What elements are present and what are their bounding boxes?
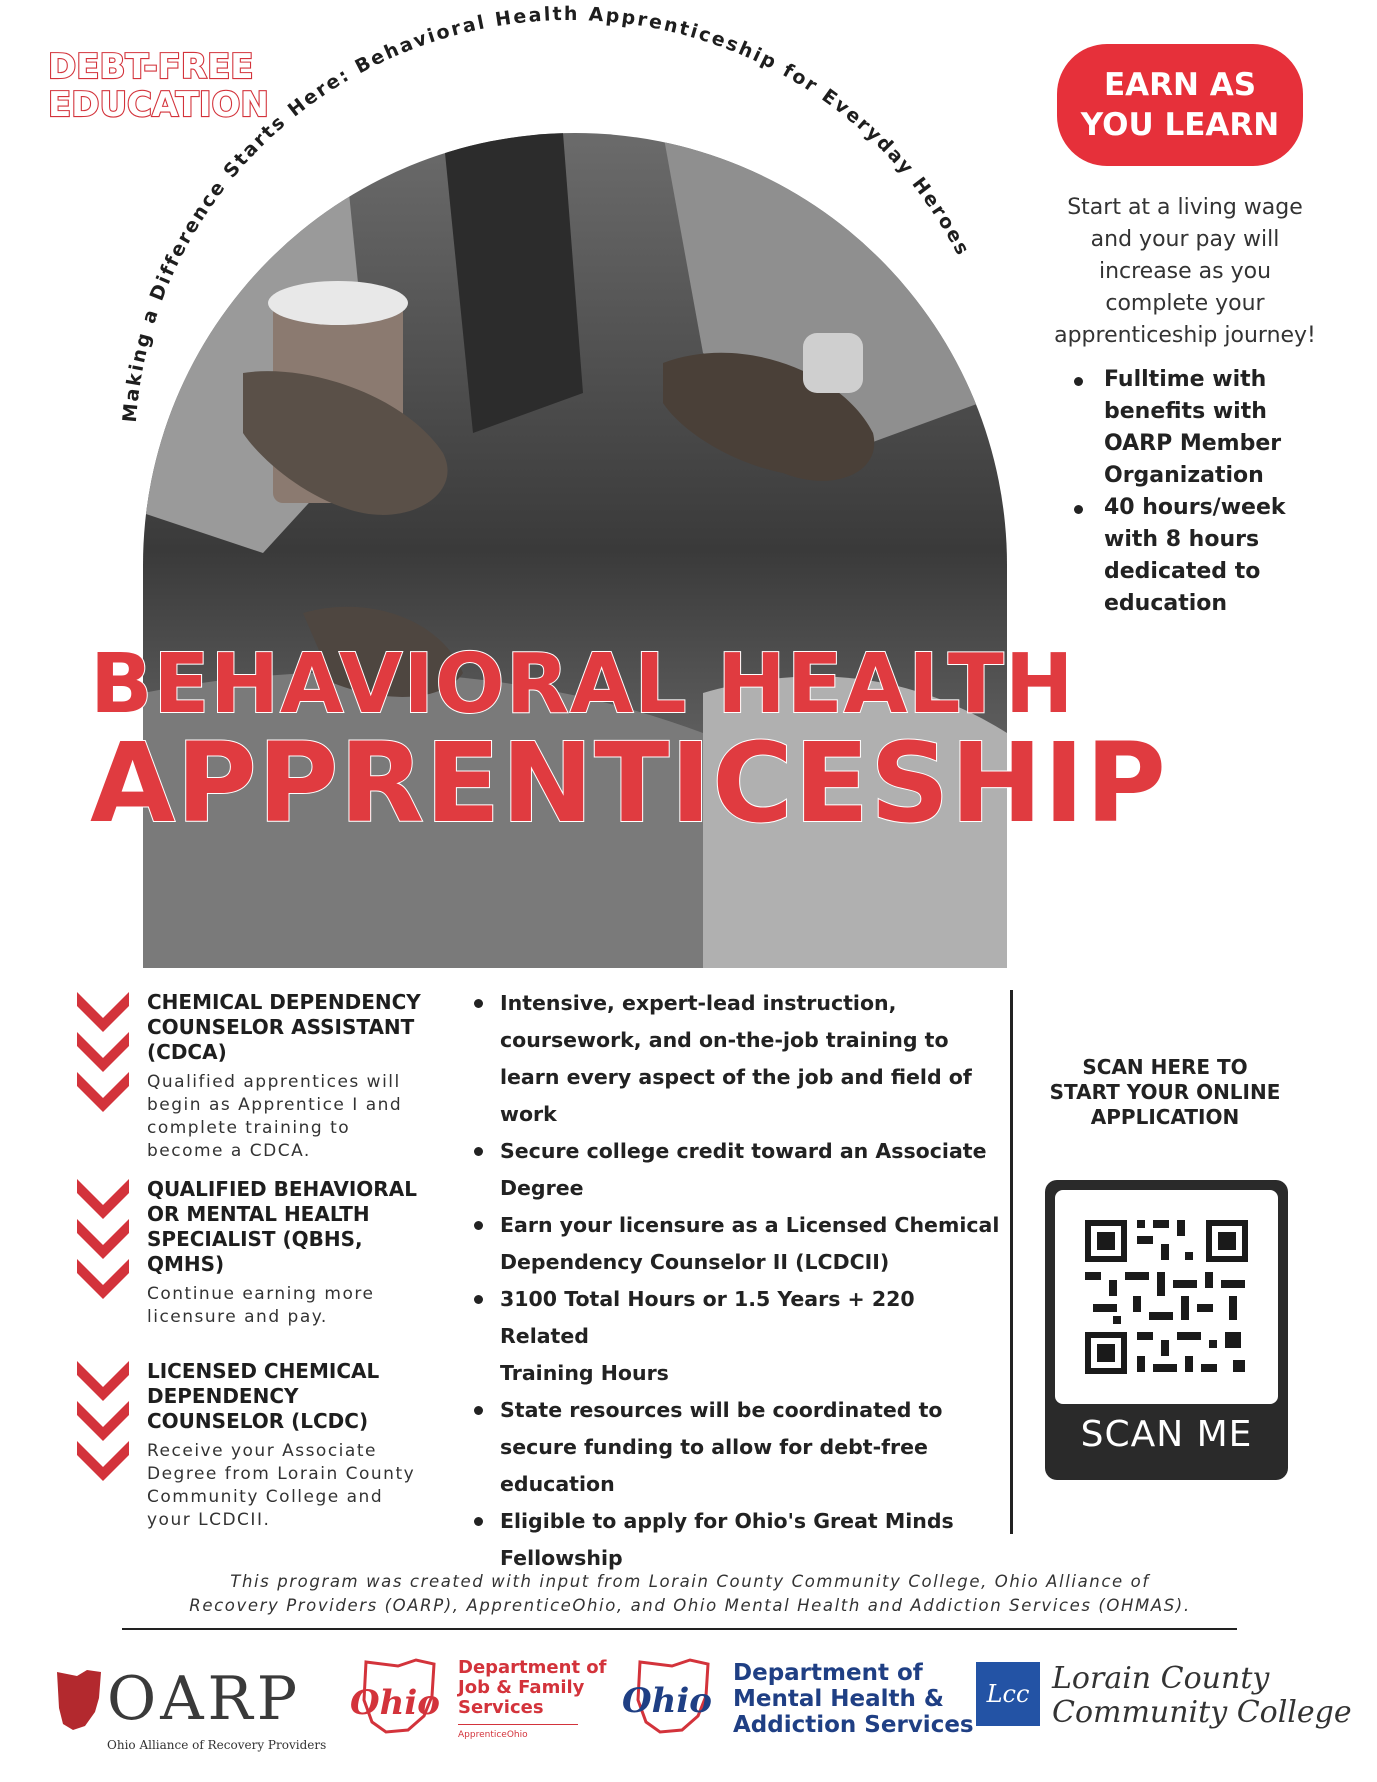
stage-title-line: LICENSED CHEMICAL [147, 1359, 380, 1383]
partner-logos [0, 1640, 1377, 1780]
feature-line: work [500, 1102, 557, 1126]
feature-line: Dependency Counselor II (LCDCII) [500, 1250, 890, 1274]
benefit-list [1082, 364, 1342, 620]
lccc-name [1052, 1662, 1352, 1730]
stage-lcdc [75, 1359, 455, 1534]
stage-title-line: (CDCA) [147, 1040, 227, 1064]
scan-heading-line: START YOUR ONLINE [1049, 1080, 1281, 1104]
oarp-logo [55, 1660, 325, 1760]
ohio-script-icon [338, 1656, 448, 1736]
qr-code-card[interactable] [1045, 1180, 1288, 1480]
feature-line: Eligible to apply for Ohio's Great Minds [500, 1509, 954, 1533]
chevron-down-icon [75, 1177, 131, 1307]
feature-line: education [500, 1472, 615, 1496]
stage-title [147, 990, 455, 1065]
wage-line: complete your [1105, 291, 1265, 316]
stage-title-line: CHEMICAL DEPENDENCY [147, 990, 421, 1014]
feature-line: secure funding to allow for debt-free [500, 1435, 928, 1459]
feature-line: Training Hours [500, 1361, 669, 1385]
wage-line: and your pay will [1090, 227, 1280, 252]
benefit-item [1082, 492, 1342, 620]
title-line1: BEHAVIORAL HEALTH [90, 637, 1075, 732]
stage-title-line: DEPENDENCY [147, 1384, 299, 1408]
stage-qbhs [75, 1177, 455, 1355]
scan-heading-line: APPLICATION [1090, 1105, 1240, 1129]
lccc-line: Lorain County [1052, 1661, 1270, 1696]
benefit-line: Organization [1104, 463, 1264, 488]
footnote-line: This program was created with input from Lorain County Community College, Ohio Alliance of [230, 1572, 1150, 1591]
benefit-line: benefits with [1104, 399, 1267, 424]
feature-item [470, 1133, 1010, 1207]
stage-title-line: OR MENTAL HEALTH [147, 1202, 370, 1226]
stage-title-line: SPECIALIST (QBHS, [147, 1227, 363, 1251]
mh-name [733, 1660, 974, 1738]
benefit-line: with 8 hours [1104, 527, 1260, 552]
oarp-subtitle: Ohio Alliance of Recovery Providers [107, 1738, 327, 1752]
earn-as-you-learn-badge [1057, 44, 1303, 166]
wage-line: apprenticeship journey! [1054, 323, 1316, 348]
benefit-line: 40 hours/week [1104, 495, 1286, 520]
footnote-line: Recovery Providers (OARP), ApprenticeOhio, and Ohio Mental Health and Addiction Services (OHMAS). [189, 1596, 1191, 1615]
jfs-name [458, 1658, 607, 1718]
feature-line: Earn your licensure as a Licensed Chemical [500, 1213, 1000, 1237]
stage-desc-line: complete training to [147, 1118, 351, 1138]
stage-desc-line: Community College and [147, 1487, 384, 1507]
feature-line: Fellowship [500, 1546, 623, 1570]
stage-description [147, 1071, 455, 1163]
oarp-wordmark: OARP [107, 1664, 302, 1734]
mh-ohio-text: Ohio [622, 1681, 712, 1721]
feature-item [470, 1207, 1010, 1281]
column-divider [1010, 990, 1013, 1534]
wage-line: increase as you [1098, 259, 1272, 284]
ohio-state-icon [55, 1668, 103, 1732]
feature-line: learn every aspect of the job and field of [500, 1065, 972, 1089]
debt-free-line2: EDUCATION [48, 85, 269, 125]
benefit-line: dedicated to [1104, 559, 1261, 584]
title-line2: APPRENTICESHIP [90, 719, 1167, 847]
stage-title-line: COUNSELOR (LCDC) [147, 1409, 369, 1433]
footnote [100, 1570, 1280, 1618]
feature-item [470, 1392, 1010, 1503]
chevron-down-icon [75, 1359, 131, 1489]
scan-heading-line: SCAN HERE TO [1082, 1055, 1248, 1079]
feature-line: Degree [500, 1176, 584, 1200]
lccc-mark-icon [976, 1662, 1040, 1726]
ohio-script-icon [612, 1656, 724, 1736]
scan-me-label: SCAN ME [1080, 1414, 1253, 1455]
mh-line: Mental Health & [733, 1686, 944, 1712]
career-stages [75, 990, 455, 1534]
jfs-subtitle: ApprenticeOhio [458, 1730, 528, 1740]
feature-line: coursework, and on-the-job training to [500, 1028, 949, 1052]
wage-line: Start at a living wage [1067, 195, 1303, 220]
qr-code[interactable] [1055, 1190, 1278, 1404]
stage-desc-line: licensure and pay. [147, 1307, 328, 1327]
earn-line2: YOU LEARN [1080, 107, 1280, 143]
benefit-item [1082, 364, 1342, 492]
chevron-down-icon [75, 990, 131, 1120]
benefit-line: Fulltime with [1104, 367, 1267, 392]
lccc-mark-text: Lcc [986, 1680, 1030, 1708]
mh-line: Department of [733, 1660, 923, 1686]
stage-description [147, 1283, 455, 1329]
program-features [470, 985, 1010, 1577]
stage-desc-line: Continue earning more [147, 1284, 375, 1304]
mh-line: Addiction Services [733, 1712, 974, 1738]
stage-desc-line: become a CDCA. [147, 1141, 311, 1161]
feature-line: State resources will be coordinated to [500, 1398, 943, 1422]
jfs-line: Job & Family [458, 1677, 585, 1698]
stage-title-line: QMHS) [147, 1252, 225, 1276]
stage-desc-line: Qualified apprentices will [147, 1072, 401, 1092]
stage-cdca [75, 990, 455, 1165]
qr-code-icon [1055, 1190, 1278, 1404]
stage-desc-line: Receive your Associate [147, 1441, 377, 1461]
stage-title [147, 1177, 455, 1277]
stage-desc-line: your LCDCII. [147, 1510, 271, 1530]
feature-line: Secure college credit toward an Associate [500, 1139, 987, 1163]
stage-title-line: QUALIFIED BEHAVIORAL [147, 1177, 417, 1201]
stage-title [147, 1359, 455, 1434]
feature-item [470, 1503, 1010, 1577]
feature-item [470, 985, 1010, 1133]
footer-divider [122, 1628, 1237, 1630]
benefit-line: OARP Member [1104, 431, 1282, 456]
page-title [90, 637, 1290, 847]
jfs-line: Services [458, 1697, 544, 1718]
arc-tagline-text: Making a Difference Starts Here: Behavioral Health Apprenticeship for Everyday Heroes [118, 2, 975, 424]
benefit-line: education [1104, 591, 1228, 616]
wage-description [1020, 192, 1350, 352]
feature-line: Intensive, expert-lead instruction, [500, 991, 897, 1015]
debt-free-line1: DEBT-FREE [48, 47, 254, 87]
scan-heading [1030, 1055, 1300, 1130]
stage-desc-line: Degree from Lorain County [147, 1464, 416, 1484]
feature-line: 3100 Total Hours or 1.5 Years + 220 Related [500, 1287, 915, 1348]
lccc-line: Community College [1052, 1695, 1352, 1730]
stage-desc-line: begin as Apprentice I and [147, 1095, 403, 1115]
jfs-line: Department of [458, 1657, 607, 1678]
earn-line1: EARN AS [1103, 67, 1257, 103]
jfs-rule [458, 1724, 578, 1725]
stage-description [147, 1440, 455, 1532]
feature-item [470, 1281, 1010, 1392]
jfs-ohio-text: Ohio [350, 1683, 440, 1723]
stage-title-line: COUNSELOR ASSISTANT [147, 1015, 415, 1039]
